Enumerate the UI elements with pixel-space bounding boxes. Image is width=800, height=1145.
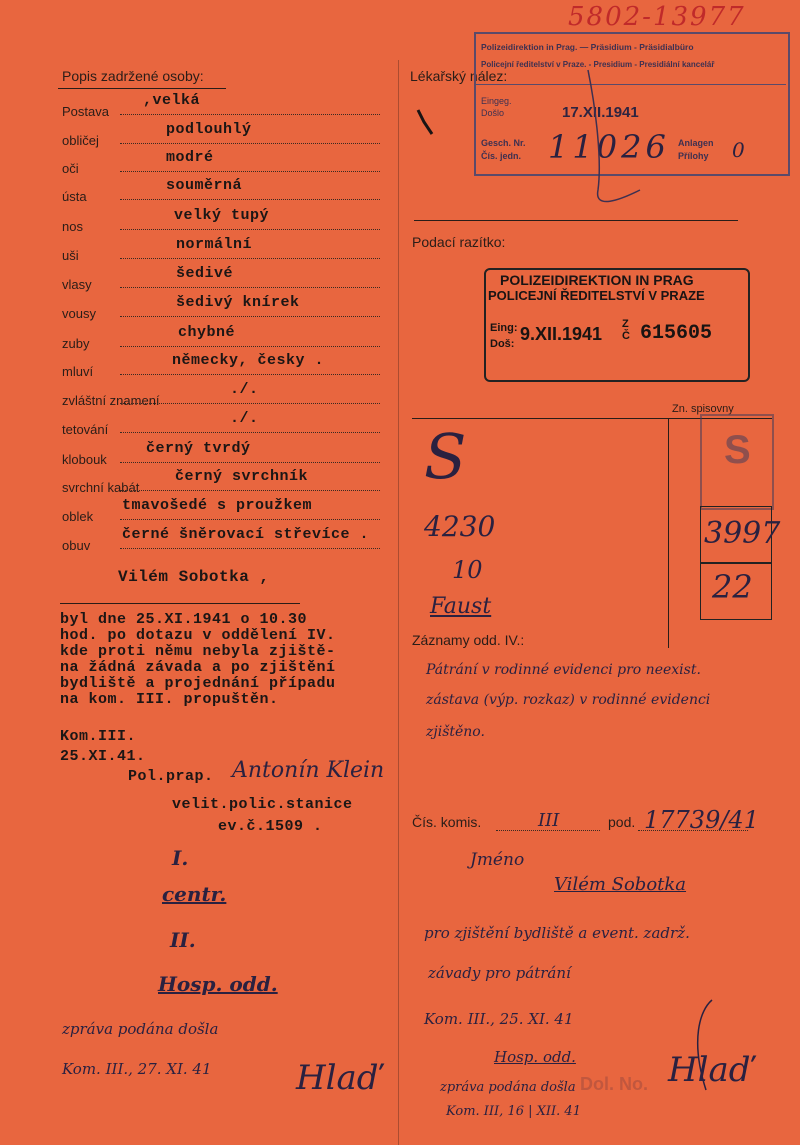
description-value: německy, česky . [172,352,325,369]
podaci-line2: POLICEJNÍ ŘEDITELSTVÍ V PRAZE [488,288,705,303]
description-label: vousy [62,306,96,321]
description-value: ./. [230,410,259,427]
hand-note-kom: Kom. III., 27. XI. 41 [62,1060,212,1078]
zaznamy-line3: zjištěno. [426,724,485,740]
komis-label: Čís. komis. [412,814,482,830]
description-label: obličej [62,133,99,148]
description-label: klobouk [62,452,107,467]
hand-centr: centr. [162,882,227,906]
description-value: šedivý knírek [176,294,300,311]
received-date: 17.XII.1941 [562,104,639,121]
description-value: tmavošedé s proužkem [122,497,313,514]
description-label: nos [62,219,83,234]
description-label: tetování [62,422,109,437]
description-value: podlouhlý [166,121,252,138]
right-note-hosp: Hosp. odd. [494,1048,576,1066]
description-value: šedivé [176,265,234,282]
description-label: oblek [62,509,94,524]
right-note-kom: Kom. III., 25. XI. 41 [424,1010,574,1028]
report-line: na kom. III. propuštěn. [60,691,279,708]
description-value: černý tvrdý [146,440,251,457]
right-note-name: Vilém Sobotka [554,874,687,895]
hand-roman-two: II. [170,928,196,952]
pod-label: pod. [608,814,636,830]
received-stamp-line1: Polizeidirektion in Prag. — Präsidium - Präsidialbüro [481,42,694,52]
ev-number: ev.č.1509 . [218,818,323,835]
hand-S: S [424,420,467,493]
right-note-podana: zpráva podána došla [440,1080,576,1095]
right-note-kom2: Kom. III, 16 | XII. 41 [446,1104,581,1119]
kom-label: Kom.III. [60,728,137,745]
hand-initials-left: Hlaď [296,1058,379,1098]
report-line: kde proti němu nebyla zjiště- [60,643,336,660]
report-line: byl dne 25.XI.1941 o 10.30 [60,611,308,628]
faint-stamp: Dol. No. [580,1074,648,1094]
hand-4230: 4230 [424,510,496,543]
komis-value: III [538,810,560,831]
description-value: normální [176,236,253,253]
hand-roman-one: I. [172,846,189,870]
report-line: na žádná závada a po zjištění [60,659,336,676]
received-stamp-line2: Policejní ředitelství v Praze. - Presidium - Presidiální kancelář [481,60,715,69]
podaci-line1: POLIZEIDIREKTION IN PRAG [500,272,694,288]
description-value: ./. [230,381,259,398]
pod-value: 17739/41 [644,806,759,834]
hand-note-podana: zpráva podána došla [62,1020,219,1038]
report-line: hod. po dotazu v oddělení IV. [60,627,336,644]
prilohy-value: 0 [732,138,745,162]
right-note-line3: pro zjištění bydliště a event. zadrž. [424,924,690,942]
spisovny-s-letter: S [724,428,751,472]
report-line: bydliště a projednání případu [60,675,336,692]
eing-label: Eing: [490,322,518,334]
doslo-label: Došlo [481,108,505,118]
prilohy-label: Přílohy [678,151,709,161]
right-note-jmeno: Jméno [470,850,525,870]
zaznamy-line1: Pátrání v rodinné evidenci pro neexist. [426,662,701,678]
received-number: 11026 [548,128,670,166]
hand-10: 10 [452,556,483,584]
box-number-1: 3997 [704,516,781,551]
zaznamy-line2: zástava (výp. rozkaz) v rodinné evidenci [426,692,711,708]
anlagen-label: Anlagen [678,138,714,148]
report-date: 25.XI.41. [60,748,146,765]
cis-jedn-label: Čís. jedn. [481,151,522,161]
description-label: Postava [62,104,109,119]
right-note-line4: závady pro pátrání [428,964,571,982]
description-label: svrchní kabát [62,480,140,495]
description-value: velký tupý [174,207,270,224]
dos-label: Doš: [490,338,515,350]
gesch-label: Gesch. Nr. [481,138,526,148]
signature-handwriting: Antonín Klein [232,758,385,783]
box-number-2: 22 [712,568,753,606]
podaci-label: Podací razítko: [412,234,506,250]
description-label: uši [62,248,79,263]
description-value: chybné [178,324,236,341]
description-label: zvláštní znamení [62,393,160,408]
description-label: obuv [62,538,91,553]
description-label: ústa [62,189,87,204]
podaci-date: 9.XII.1941 [520,324,603,344]
document-number: 5802-13977 [568,2,746,32]
eingeg-label: Eingeg. [481,96,512,106]
zaznamy-label: Záznamy odd. IV.: [412,632,525,648]
podaci-zc: Z Č [622,318,630,342]
description-title: Popis zadržené osoby: [62,68,204,84]
station-label: velit.polic.stanice [172,796,353,813]
description-value: černé šněrovací střevíce . [122,526,370,543]
description-label: zuby [62,336,90,351]
spisovny-label: Zn. spisovny [672,403,734,415]
description-label: vlasy [62,277,92,292]
medical-findings-title: Lékařský nález: [410,68,508,84]
podaci-number: 615605 [640,322,713,345]
description-value: černý svrchník [175,468,309,485]
signature-label: Pol.prap. [128,768,214,785]
hand-initials-right: Hlaď [668,1050,751,1090]
description-value: ,velká [143,92,201,109]
person-name: Vilém Sobotka , [118,568,270,586]
description-label: mluví [62,364,94,379]
hand-hosp-odd: Hosp. odd. [158,972,278,996]
hand-faust: Faust [430,594,492,619]
description-value: modré [166,149,214,166]
description-label: oči [62,161,79,176]
description-value: souměrná [166,177,243,194]
